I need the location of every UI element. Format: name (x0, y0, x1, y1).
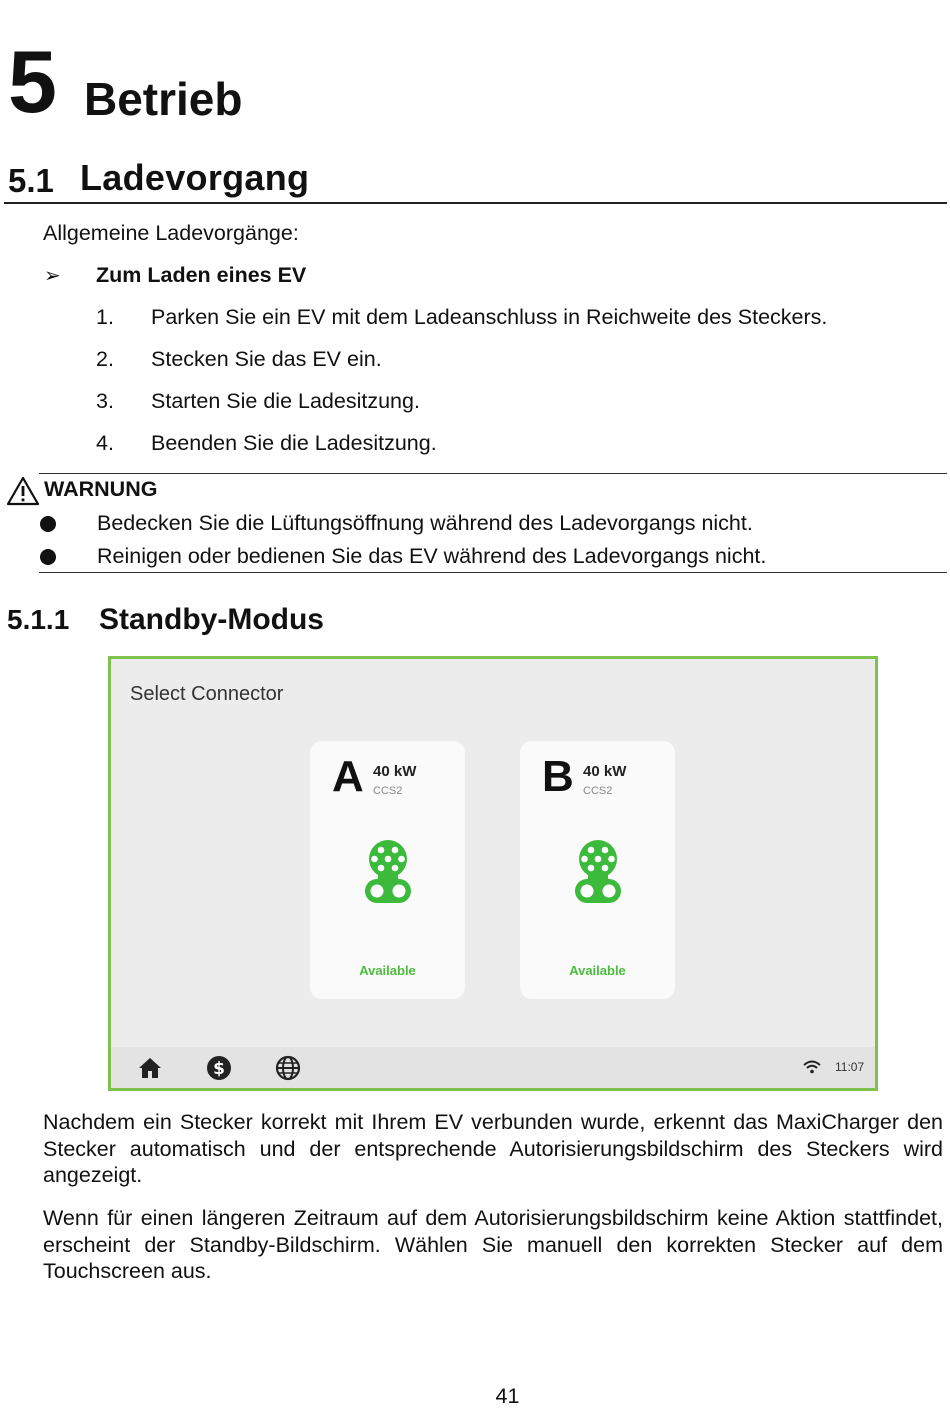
warning-item: Bedecken Sie die Lüftungsöffnung während des Ladevorgangs nicht. (97, 511, 753, 535)
warning-triangle-icon (6, 476, 40, 506)
chapter-title: Betrieb (84, 73, 243, 125)
dollar-icon[interactable] (206, 1055, 232, 1081)
wifi-icon (803, 1060, 821, 1074)
ccs2-plug-icon (362, 839, 414, 905)
warning-heading: WARNUNG (44, 477, 158, 501)
chapter-number: 5 (8, 32, 55, 131)
section-title: Ladevorgang (80, 157, 310, 198)
step-number: 1. (96, 305, 114, 329)
bullet-icon (40, 549, 56, 565)
connector-status: Available (569, 963, 626, 978)
warning-top-rule (39, 473, 947, 474)
step-text: Starten Sie die Ladesitzung. (151, 389, 420, 413)
connector-status: Available (359, 963, 416, 978)
page-number: 41 (495, 1384, 520, 1408)
subsection-number: 5.1.1 (7, 604, 70, 635)
step-number: 3. (96, 389, 114, 413)
subsection-title: Standby-Modus (99, 603, 324, 636)
connector-type: CCS2 (373, 785, 403, 797)
globe-icon[interactable] (275, 1055, 301, 1081)
clock-time: 11:07 (835, 1060, 865, 1074)
warning-item: Reinigen oder bedienen Sie das EV während des Ladevorgangs nicht. (97, 544, 767, 568)
screen-title: Select Connector (130, 683, 284, 705)
section-number: 5.1 (8, 162, 54, 199)
svg-text:$: $ (213, 1059, 225, 1079)
bullet-icon (40, 516, 56, 532)
intro-text: Allgemeine Ladevorgänge: (43, 221, 299, 245)
warning-bottom-rule (39, 572, 947, 573)
step-text: Stecken Sie das EV ein. (151, 347, 382, 371)
connector-card-b[interactable] (520, 741, 675, 999)
connector-letter: A (332, 752, 364, 801)
connector-power: 40 kW (583, 763, 627, 780)
home-icon[interactable] (137, 1055, 163, 1081)
procedure-heading: Zum Laden eines EV (96, 263, 307, 287)
step-text: Parken Sie ein EV mit dem Ladeanschluss in Reichweite des Steckers. (151, 305, 828, 329)
body-paragraph: Wenn für einen längeren Zeitraum auf dem Autorisierungsbildschirm keine Aktion stattfindet, erscheint der Standby-Bildschirm. Wählen Sie manuell den korrekten Stecker auf dem Touchscreen aus. (43, 1206, 943, 1283)
connector-letter: B (542, 752, 574, 801)
procedure-marker: ➢ (44, 265, 61, 287)
step-number: 2. (96, 347, 114, 371)
section-rule (4, 202, 947, 204)
taskbar (111, 1047, 875, 1088)
ccs2-plug-icon (572, 839, 624, 905)
step-number: 4. (96, 431, 114, 455)
connector-type: CCS2 (583, 785, 613, 797)
step-text: Beenden Sie die Ladesitzung. (151, 431, 437, 455)
connector-card-a[interactable] (310, 741, 465, 999)
body-paragraph: Nachdem ein Stecker korrekt mit Ihrem EV verbunden wurde, erkennt das MaxiCharger den Stecker automatisch und der entsprechende Autorisierungsbildschirm des Steckers wird angezeigt. (43, 1110, 943, 1187)
connector-power: 40 kW (373, 763, 417, 780)
charger-screenshot (108, 656, 878, 1091)
